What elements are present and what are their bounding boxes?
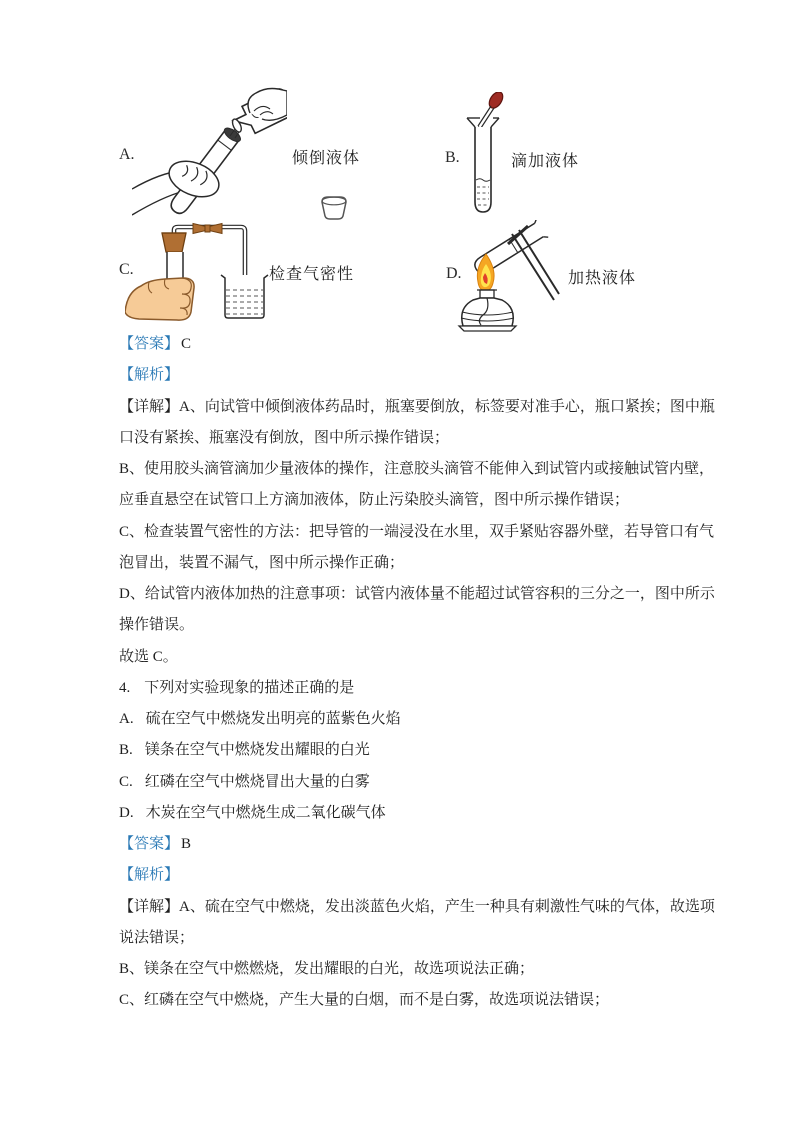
q3-detail-line: 【详解】A、向试管中倾倒液体药品时，瓶塞要倒放，标签要对准手心，瓶口紧挨；图中瓶 [119, 398, 715, 415]
option-text: 硫在空气中燃烧发出明亮的蓝紫色火焰 [145, 711, 401, 727]
figure-option-b-caption: 滴加液体 [511, 153, 580, 170]
q4-detail-line: C、红磷在空气中燃烧，产生大量的白烟，而不是白雾，故选项说法错误； [119, 992, 610, 1009]
airtightness-check-diagram-icon [125, 220, 275, 336]
figure-option-d-label: D. [446, 265, 462, 282]
answer-label: 【答案】 [119, 836, 180, 852]
heat-liquid-diagram-icon [450, 220, 565, 332]
q4-analysis-line [119, 860, 719, 891]
q3-detail-line: 应垂直悬空在试管口上方滴加液体，防止污染胶头滴管，图中所示操作错误； [119, 492, 630, 509]
stopper-icon [311, 194, 356, 221]
q4-option-c [119, 767, 719, 798]
q4-option-d [119, 798, 719, 829]
question-stem: 下列对实验现象的描述正确的是 [144, 679, 355, 696]
option-label: A. [119, 711, 134, 727]
answer-letter: B [181, 836, 192, 852]
q3-conclusion-line: 故选 C。 [119, 648, 178, 665]
question-number: 4. [119, 679, 131, 696]
q3-analysis-line [119, 360, 719, 391]
add-drops-diagram-icon [459, 92, 507, 217]
answer-label: 【答案】 [119, 336, 180, 352]
figure-option-a-caption: 倾倒液体 [292, 150, 361, 167]
q4-option-b [119, 735, 719, 766]
option-label: D. [119, 804, 134, 821]
q4-answer-line [119, 829, 719, 860]
figure-option-c-caption: 检查气密性 [269, 266, 355, 283]
option-text: 红磷在空气中燃烧冒出大量的白雾 [144, 773, 370, 790]
analysis-label: 【解析】 [119, 367, 180, 384]
q3-detail-line: 泡冒出，装置不漏气，图中所示操作正确； [119, 554, 405, 571]
q4-detail-line: 【详解】A、硫在空气中燃烧，发出淡蓝色火焰，产生一种具有刺激性气味的气体，故选项 [119, 898, 715, 915]
option-label: B. [119, 742, 133, 759]
answer-letter: C [181, 336, 192, 352]
pour-liquid-diagram-icon [132, 85, 287, 227]
option-text: 镁条在空气中燃烧发出耀眼的白光 [144, 742, 370, 759]
q3-detail-line: B、使用胶头滴管滴加少量液体的操作，注意胶头滴管不能伸入到试管内或接触试管内壁， [119, 461, 715, 477]
q4-option-a [119, 704, 719, 735]
q3-detail-line: D、给试管内液体加热的注意事项：试管内液体量不能超过试管容积的三分之一，图中所示 [119, 586, 715, 602]
option-label: C. [119, 773, 133, 790]
figure-option-c-label: C. [119, 261, 134, 278]
q3-answer-line [119, 329, 719, 360]
q4-stem-line [119, 673, 719, 704]
q4-detail-line: B、镁条在空气中燃燃烧，发出耀眼的白光，故选项说法正确； [119, 961, 535, 977]
analysis-label: 【解析】 [119, 867, 180, 884]
figure-option-d-caption: 加热液体 [568, 270, 637, 287]
figure-option-b-label: B. [445, 149, 460, 166]
q4-detail-line: 说法错误； [119, 929, 195, 946]
q3-detail-line: 操作错误。 [119, 617, 195, 634]
q3-detail-line: C、检查装置气密性的方法：把导管的一端浸没在水里，双手紧贴容器外壁，若导管口有气 [119, 523, 715, 540]
solution-text [119, 329, 719, 1017]
q3-detail-line: 口没有紧挨、瓶塞没有倒放，图中所示操作错误； [119, 429, 450, 446]
option-text: 木炭在空气中燃烧生成二氧化碳气体 [145, 804, 386, 821]
figure-option-a-label: A. [119, 146, 135, 163]
